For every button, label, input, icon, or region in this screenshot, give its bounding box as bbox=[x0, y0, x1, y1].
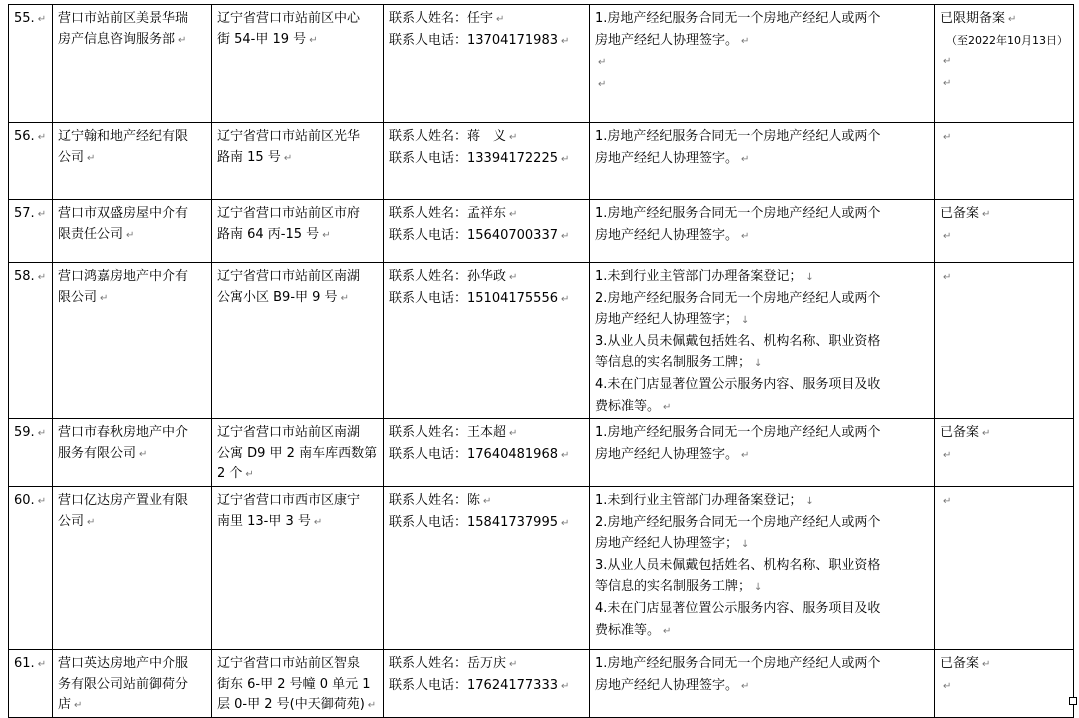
contact-phone-text: 联系人电话：15841737995 bbox=[389, 514, 558, 530]
issue-line-text: 2.房地产经纪服务合同无一个房地产经纪人或两个 bbox=[595, 290, 881, 306]
paragraph-mark-icon: ↵ bbox=[87, 152, 96, 164]
paragraph-mark-icon: ↵ bbox=[509, 272, 518, 283]
issue-line-text: 3.从业人员未佩戴包括姓名、机构名称、职业资格 bbox=[595, 333, 881, 349]
company-name-line-text: 营口亿达房产置业有限 bbox=[58, 492, 189, 508]
contact-phone bbox=[389, 149, 584, 171]
status-badge bbox=[940, 9, 1068, 31]
company-name bbox=[53, 486, 212, 649]
address-line bbox=[217, 464, 378, 486]
row-number bbox=[9, 486, 53, 649]
empty-paragraph bbox=[940, 127, 1068, 149]
contact-phone bbox=[389, 31, 584, 53]
contact-phone-text: 联系人电话：17640481968 bbox=[389, 446, 558, 462]
issue-line-text: 1.未到行业主管部门办理备案登记； bbox=[595, 492, 803, 508]
issue-line bbox=[595, 556, 929, 578]
issues-found bbox=[590, 200, 935, 263]
company-address bbox=[212, 5, 384, 123]
address-line-text: 南里 13-甲 3 号 bbox=[217, 513, 311, 529]
company-name-line-text: 营口市春秋房地产中介 bbox=[58, 425, 189, 441]
table-body bbox=[9, 5, 1074, 718]
paragraph-mark-icon: ↵ bbox=[509, 132, 518, 143]
issue-line bbox=[595, 289, 929, 311]
issue-line bbox=[595, 31, 929, 53]
status-deadline: （至2022年10月13日） bbox=[946, 33, 1068, 47]
paragraph-mark-icon: ↵ bbox=[663, 401, 672, 413]
issue-line bbox=[595, 267, 929, 289]
empty-paragraph bbox=[940, 73, 1068, 95]
issue-line bbox=[595, 513, 929, 535]
issue-line-text: 费标准等。 bbox=[595, 622, 661, 638]
paragraph-mark-icon: ↵ bbox=[560, 153, 570, 165]
issue-line bbox=[595, 491, 929, 513]
company-name-line bbox=[58, 204, 206, 225]
company-name bbox=[53, 649, 212, 717]
paragraph-mark-icon: ↵ bbox=[509, 428, 518, 440]
issue-line bbox=[595, 676, 929, 698]
table-row bbox=[9, 200, 1074, 263]
issue-line bbox=[595, 353, 929, 375]
status-badge bbox=[940, 654, 1068, 676]
paragraph-mark-icon: ↵ bbox=[322, 229, 331, 241]
row-number-text: 56. bbox=[14, 129, 35, 144]
empty-paragraph bbox=[940, 491, 1068, 513]
company-name-line-text: 辽宁翰和地产经纪有限 bbox=[58, 129, 189, 144]
contact-info bbox=[384, 486, 590, 649]
contact-phone-text: 联系人电话：17624177333 bbox=[389, 677, 558, 693]
paragraph-mark-icon: ↵ bbox=[943, 230, 952, 242]
issue-line bbox=[595, 599, 929, 621]
address-line bbox=[217, 512, 378, 534]
paragraph-mark-icon: ↵ bbox=[309, 34, 318, 46]
address-line bbox=[217, 9, 378, 30]
row-number bbox=[9, 419, 53, 487]
line-break-icon: ↓ bbox=[741, 315, 750, 327]
issues-found bbox=[590, 5, 935, 123]
issues-found bbox=[590, 486, 935, 649]
company-name-line-text: 房产信息咨询服务部 bbox=[58, 31, 176, 47]
issue-line-text: 1.房地产经纪服务合同无一个房地产经纪人或两个 bbox=[595, 425, 881, 441]
paragraph-mark-icon: ↵ bbox=[560, 35, 570, 47]
row-number-text: 57. bbox=[14, 206, 35, 221]
issue-line bbox=[595, 397, 929, 419]
company-name bbox=[53, 123, 212, 200]
paragraph-mark-icon: ↵ bbox=[663, 625, 672, 637]
row-number bbox=[9, 649, 53, 717]
contact-name bbox=[389, 491, 584, 513]
company-name-line-text: 店 bbox=[58, 697, 72, 713]
paragraph-mark-icon: ↵ bbox=[943, 495, 952, 507]
row-number-text: 60. bbox=[14, 492, 35, 508]
row-number-text: 59. bbox=[14, 425, 35, 441]
status-badge bbox=[940, 423, 1068, 445]
issue-line-text: 房地产经纪人协理签字。 bbox=[595, 446, 739, 462]
paragraph-mark-icon: ↵ bbox=[1008, 14, 1017, 25]
company-name-line-text: 营口市站前区美景华瑞 bbox=[58, 11, 189, 26]
table-resize-handle[interactable] bbox=[1069, 697, 1077, 705]
paragraph-mark-icon: ↵ bbox=[100, 292, 109, 304]
company-name-line bbox=[58, 288, 206, 310]
line-break-icon: ↓ bbox=[754, 358, 763, 370]
issue-line-text: 房地产经纪人协理签字。 bbox=[595, 150, 739, 166]
empty-paragraph bbox=[940, 676, 1068, 698]
empty-paragraph bbox=[940, 226, 1068, 248]
contact-phone bbox=[389, 289, 584, 311]
paragraph-mark-icon: ↵ bbox=[367, 700, 377, 712]
empty-paragraph bbox=[595, 74, 929, 96]
table-row bbox=[9, 263, 1074, 419]
company-name-line-text: 限公司 bbox=[58, 289, 98, 305]
issues-found bbox=[590, 263, 935, 419]
paragraph-mark-icon: ↵ bbox=[982, 209, 991, 220]
company-name-line bbox=[58, 30, 206, 52]
paragraph-mark-icon: ↵ bbox=[943, 132, 952, 143]
filing-status bbox=[935, 200, 1074, 263]
issues-found bbox=[590, 649, 935, 717]
contact-phone bbox=[389, 676, 584, 698]
issue-line bbox=[595, 127, 929, 149]
company-name-line-text: 营口英达房地产中介服 bbox=[58, 655, 189, 671]
issue-line bbox=[595, 621, 929, 643]
company-name-line-text: 营口鸿嘉房地产中介有 bbox=[58, 269, 189, 284]
empty-paragraph bbox=[940, 445, 1068, 467]
issue-line bbox=[595, 445, 929, 467]
status-badge-text: 已限期备案 bbox=[940, 11, 1006, 26]
company-name bbox=[53, 419, 212, 487]
company-name-line bbox=[58, 148, 206, 170]
contact-phone-text: 联系人电话：15640700337 bbox=[389, 227, 558, 243]
contact-name-text: 联系人姓名：任宇 bbox=[389, 11, 494, 26]
paragraph-mark-icon: ↵ bbox=[560, 449, 570, 461]
issue-line bbox=[595, 9, 929, 31]
company-name-line-text: 服务有限公司 bbox=[58, 445, 137, 461]
address-line-text: 辽宁省营口市西市区康宁 bbox=[217, 492, 361, 508]
issue-line-text: 1.房地产经纪服务合同无一个房地产经纪人或两个 bbox=[595, 206, 881, 221]
address-line bbox=[217, 675, 378, 696]
contact-name bbox=[389, 267, 584, 289]
company-name-line bbox=[58, 675, 206, 696]
company-address bbox=[212, 123, 384, 200]
company-address bbox=[212, 486, 384, 649]
address-line-text: 辽宁省营口市站前区中心 bbox=[217, 11, 361, 26]
company-name bbox=[53, 5, 212, 123]
contact-name bbox=[389, 127, 584, 149]
company-name-line bbox=[58, 267, 206, 288]
issue-line-text: 4.未在门店显著位置公示服务内容、服务项目及收 bbox=[595, 376, 881, 392]
paragraph-mark-icon: ↵ bbox=[560, 293, 570, 305]
issue-line bbox=[595, 534, 929, 556]
address-line bbox=[217, 654, 378, 675]
paragraph-mark-icon: ↵ bbox=[37, 272, 47, 283]
table-row bbox=[9, 649, 1074, 717]
address-line bbox=[217, 204, 378, 225]
address-line-text: 街 54-甲 19 号 bbox=[217, 31, 307, 47]
filing-status bbox=[935, 263, 1074, 419]
company-name-line bbox=[58, 9, 206, 30]
paragraph-mark-icon: ↵ bbox=[483, 495, 492, 507]
issue-line bbox=[595, 375, 929, 397]
paragraph-mark-icon: ↵ bbox=[982, 658, 991, 670]
address-line-text: 层 0-甲 2 号(中天御荷苑) bbox=[217, 697, 365, 713]
paragraph-mark-icon: ↵ bbox=[37, 428, 47, 440]
paragraph-mark-icon: ↵ bbox=[560, 230, 570, 242]
contact-info bbox=[384, 200, 590, 263]
contact-info bbox=[384, 649, 590, 717]
table-row bbox=[9, 486, 1074, 649]
address-line-text: 辽宁省营口市站前区光华 bbox=[217, 129, 361, 144]
row-number bbox=[9, 263, 53, 419]
table-row bbox=[9, 5, 1074, 123]
issue-line bbox=[595, 204, 929, 226]
contact-phone bbox=[389, 513, 584, 535]
contact-phone bbox=[389, 445, 584, 467]
company-name-line bbox=[58, 423, 206, 444]
paragraph-mark-icon: ↵ bbox=[340, 292, 349, 304]
empty-paragraph bbox=[595, 52, 929, 74]
paragraph-mark-icon: ↵ bbox=[509, 658, 518, 670]
paragraph-mark-icon: ↵ bbox=[943, 272, 952, 283]
issues-found bbox=[590, 419, 935, 487]
contact-name-text: 联系人姓名：王本超 bbox=[389, 425, 507, 441]
issue-line bbox=[595, 423, 929, 445]
contact-name-text: 联系人姓名：蒋 义 bbox=[389, 129, 507, 144]
paragraph-mark-icon: ↵ bbox=[245, 469, 254, 481]
issue-line bbox=[595, 654, 929, 676]
issue-line-text: 1.房地产经纪服务合同无一个房地产经纪人或两个 bbox=[595, 11, 881, 26]
address-line bbox=[217, 444, 378, 465]
row-number bbox=[9, 200, 53, 263]
contact-phone-text: 联系人电话：13704171983 bbox=[389, 32, 558, 48]
contact-info bbox=[384, 419, 590, 487]
address-line-text: 辽宁省营口市站前区智泉 bbox=[217, 655, 361, 671]
filing-status bbox=[935, 419, 1074, 487]
paragraph-mark-icon: ↵ bbox=[741, 449, 750, 461]
issue-line-text: 房地产经纪人协理签字。 bbox=[595, 677, 739, 693]
contact-info bbox=[384, 5, 590, 123]
issue-line bbox=[595, 577, 929, 599]
company-name-line-text: 公司 bbox=[58, 149, 85, 165]
filing-status bbox=[935, 486, 1074, 649]
issue-line-text: 费标准等。 bbox=[595, 398, 661, 414]
paragraph-mark-icon: ↵ bbox=[74, 700, 83, 712]
paragraph-mark-icon: ↵ bbox=[741, 153, 750, 165]
company-name-line bbox=[58, 512, 206, 534]
line-break-icon: ↓ bbox=[805, 272, 814, 283]
company-name-line-text: 务有限公司站前御荷分 bbox=[58, 676, 189, 692]
paragraph-mark-icon: ↵ bbox=[509, 209, 518, 220]
contact-phone bbox=[389, 226, 584, 248]
paragraph-mark-icon: ↵ bbox=[943, 680, 952, 692]
filing-status bbox=[935, 649, 1074, 717]
contact-name-text: 联系人姓名：陈 bbox=[389, 492, 481, 508]
address-line bbox=[217, 423, 378, 444]
issue-line bbox=[595, 226, 929, 248]
row-number bbox=[9, 5, 53, 123]
paragraph-mark-icon: ↵ bbox=[126, 229, 135, 241]
issue-line-text: 2.房地产经纪服务合同无一个房地产经纪人或两个 bbox=[595, 514, 881, 530]
status-badge-text: 已备案 bbox=[940, 206, 980, 221]
address-line bbox=[217, 30, 378, 52]
company-name-line bbox=[58, 127, 206, 148]
contact-phone-text: 联系人电话：15104175556 bbox=[389, 290, 558, 306]
status-badge-text: 已备案 bbox=[940, 425, 980, 441]
filing-status bbox=[935, 123, 1074, 200]
address-line-text: 辽宁省营口市站前区市府 bbox=[217, 206, 361, 221]
row-number bbox=[9, 123, 53, 200]
issue-line-text: 房地产经纪人协理签字。 bbox=[595, 32, 739, 48]
contact-phone-text: 联系人电话：13394172225 bbox=[389, 150, 558, 166]
status-badge bbox=[940, 204, 1068, 226]
address-line bbox=[217, 148, 378, 170]
contact-name-text: 联系人姓名：孙华政 bbox=[389, 269, 507, 284]
paragraph-mark-icon: ↵ bbox=[87, 516, 96, 528]
paragraph-mark-icon: ↵ bbox=[37, 132, 47, 143]
issue-line-text: 房地产经纪人协理签字； bbox=[595, 536, 739, 552]
company-name-line-text: 营口市双盛房屋中介有 bbox=[58, 206, 189, 221]
paragraph-mark-icon: ↵ bbox=[283, 152, 293, 164]
address-line bbox=[217, 288, 378, 310]
contact-name-text: 联系人姓名：孟祥东 bbox=[389, 206, 507, 221]
paragraph-mark-icon: ↵ bbox=[741, 35, 750, 47]
company-name-line-text: 限责任公司 bbox=[58, 226, 124, 242]
issue-line-text: 房地产经纪人协理签字。 bbox=[595, 227, 739, 243]
issue-line-text: 3.从业人员未佩戴包括姓名、机构名称、职业资格 bbox=[595, 557, 881, 573]
address-line bbox=[217, 491, 378, 512]
paragraph-mark-icon: ↵ bbox=[943, 449, 952, 461]
paragraph-mark-icon: ↵ bbox=[313, 516, 323, 528]
address-line-text: 公寓小区 B9-甲 9 号 bbox=[217, 289, 338, 305]
company-name bbox=[53, 200, 212, 263]
contact-name bbox=[389, 9, 584, 31]
inspection-results-table bbox=[8, 4, 1074, 718]
paragraph-mark-icon: ↵ bbox=[560, 517, 570, 529]
line-break-icon: ↓ bbox=[741, 539, 750, 551]
issue-line-text: 等信息的实名制服务工牌； bbox=[595, 579, 752, 595]
line-break-icon: ↓ bbox=[754, 582, 763, 594]
row-number-text: 61. bbox=[14, 655, 35, 671]
company-name-line bbox=[58, 444, 206, 466]
paragraph-mark-icon: ↵ bbox=[560, 680, 570, 692]
row-number-text: 58. bbox=[14, 269, 35, 284]
table-row bbox=[9, 123, 1074, 200]
company-name-line-text: 公司 bbox=[58, 513, 85, 529]
company-address bbox=[212, 419, 384, 487]
issue-line-text: 4.未在门店显著位置公示服务内容、服务项目及收 bbox=[595, 600, 881, 616]
line-break-icon: ↓ bbox=[805, 495, 814, 507]
paragraph-mark-icon: ↵ bbox=[598, 78, 607, 90]
address-line bbox=[217, 127, 378, 148]
issue-line-text: 1.未到行业主管部门办理备案登记； bbox=[595, 269, 803, 284]
company-name-line bbox=[58, 225, 206, 247]
paragraph-mark-icon: ↵ bbox=[37, 14, 47, 25]
address-line bbox=[217, 267, 378, 288]
issues-found bbox=[590, 123, 935, 200]
company-address bbox=[212, 649, 384, 717]
paragraph-mark-icon: ↵ bbox=[741, 680, 750, 692]
row-number-text: 55. bbox=[14, 11, 35, 26]
address-line-text: 路南 15 号 bbox=[217, 149, 281, 165]
company-name bbox=[53, 263, 212, 419]
company-address bbox=[212, 263, 384, 419]
company-name-line bbox=[58, 654, 206, 675]
status-badge-text: 已备案 bbox=[940, 655, 980, 671]
issue-line bbox=[595, 310, 929, 332]
paragraph-mark-icon: ↵ bbox=[741, 230, 750, 242]
address-line-text: 辽宁省营口市站前区南湖 bbox=[217, 269, 361, 284]
company-name-line bbox=[58, 491, 206, 512]
contact-info bbox=[384, 263, 590, 419]
address-line-text: 路南 64 丙-15 号 bbox=[217, 226, 320, 242]
paragraph-mark-icon: ↵ bbox=[982, 428, 991, 440]
contact-name bbox=[389, 654, 584, 676]
contact-info bbox=[384, 123, 590, 200]
empty-paragraph bbox=[940, 267, 1068, 289]
paragraph-mark-icon: ↵ bbox=[178, 34, 187, 46]
table-row bbox=[9, 419, 1074, 487]
paragraph-mark-icon: ↵ bbox=[37, 209, 47, 220]
paragraph-mark-icon: ↵ bbox=[37, 495, 47, 507]
paragraph-mark-icon: ↵ bbox=[943, 56, 952, 68]
company-address bbox=[212, 200, 384, 263]
issue-line-text: 1.房地产经纪服务合同无一个房地产经纪人或两个 bbox=[595, 129, 881, 144]
contact-name bbox=[389, 423, 584, 445]
issue-line-text: 等信息的实名制服务工牌； bbox=[595, 355, 752, 371]
contact-name bbox=[389, 204, 584, 226]
paragraph-mark-icon: ↵ bbox=[139, 448, 148, 460]
issue-line-text: 房地产经纪人协理签字； bbox=[595, 312, 739, 328]
issue-line bbox=[595, 149, 929, 171]
empty-paragraph bbox=[940, 51, 1068, 73]
issue-line bbox=[595, 332, 929, 354]
paragraph-mark-icon: ↵ bbox=[496, 14, 505, 25]
filing-status bbox=[935, 5, 1074, 123]
address-line bbox=[217, 225, 378, 247]
address-line-text: 公寓 D9 甲 2 南车库西数第 bbox=[217, 445, 378, 461]
paragraph-mark-icon: ↵ bbox=[598, 57, 607, 69]
address-line-text: 2 个 bbox=[217, 466, 243, 482]
address-line-text: 辽宁省营口市站前区南湖 bbox=[217, 425, 361, 441]
paragraph-mark-icon: ↵ bbox=[37, 658, 47, 670]
address-line-text: 街东 6-甲 2 号幢 0 单元 1 bbox=[217, 676, 371, 692]
paragraph-mark-icon: ↵ bbox=[943, 77, 952, 89]
issue-line-text: 1.房地产经纪服务合同无一个房地产经纪人或两个 bbox=[595, 655, 881, 671]
contact-name-text: 联系人姓名：岳万庆 bbox=[389, 655, 507, 671]
